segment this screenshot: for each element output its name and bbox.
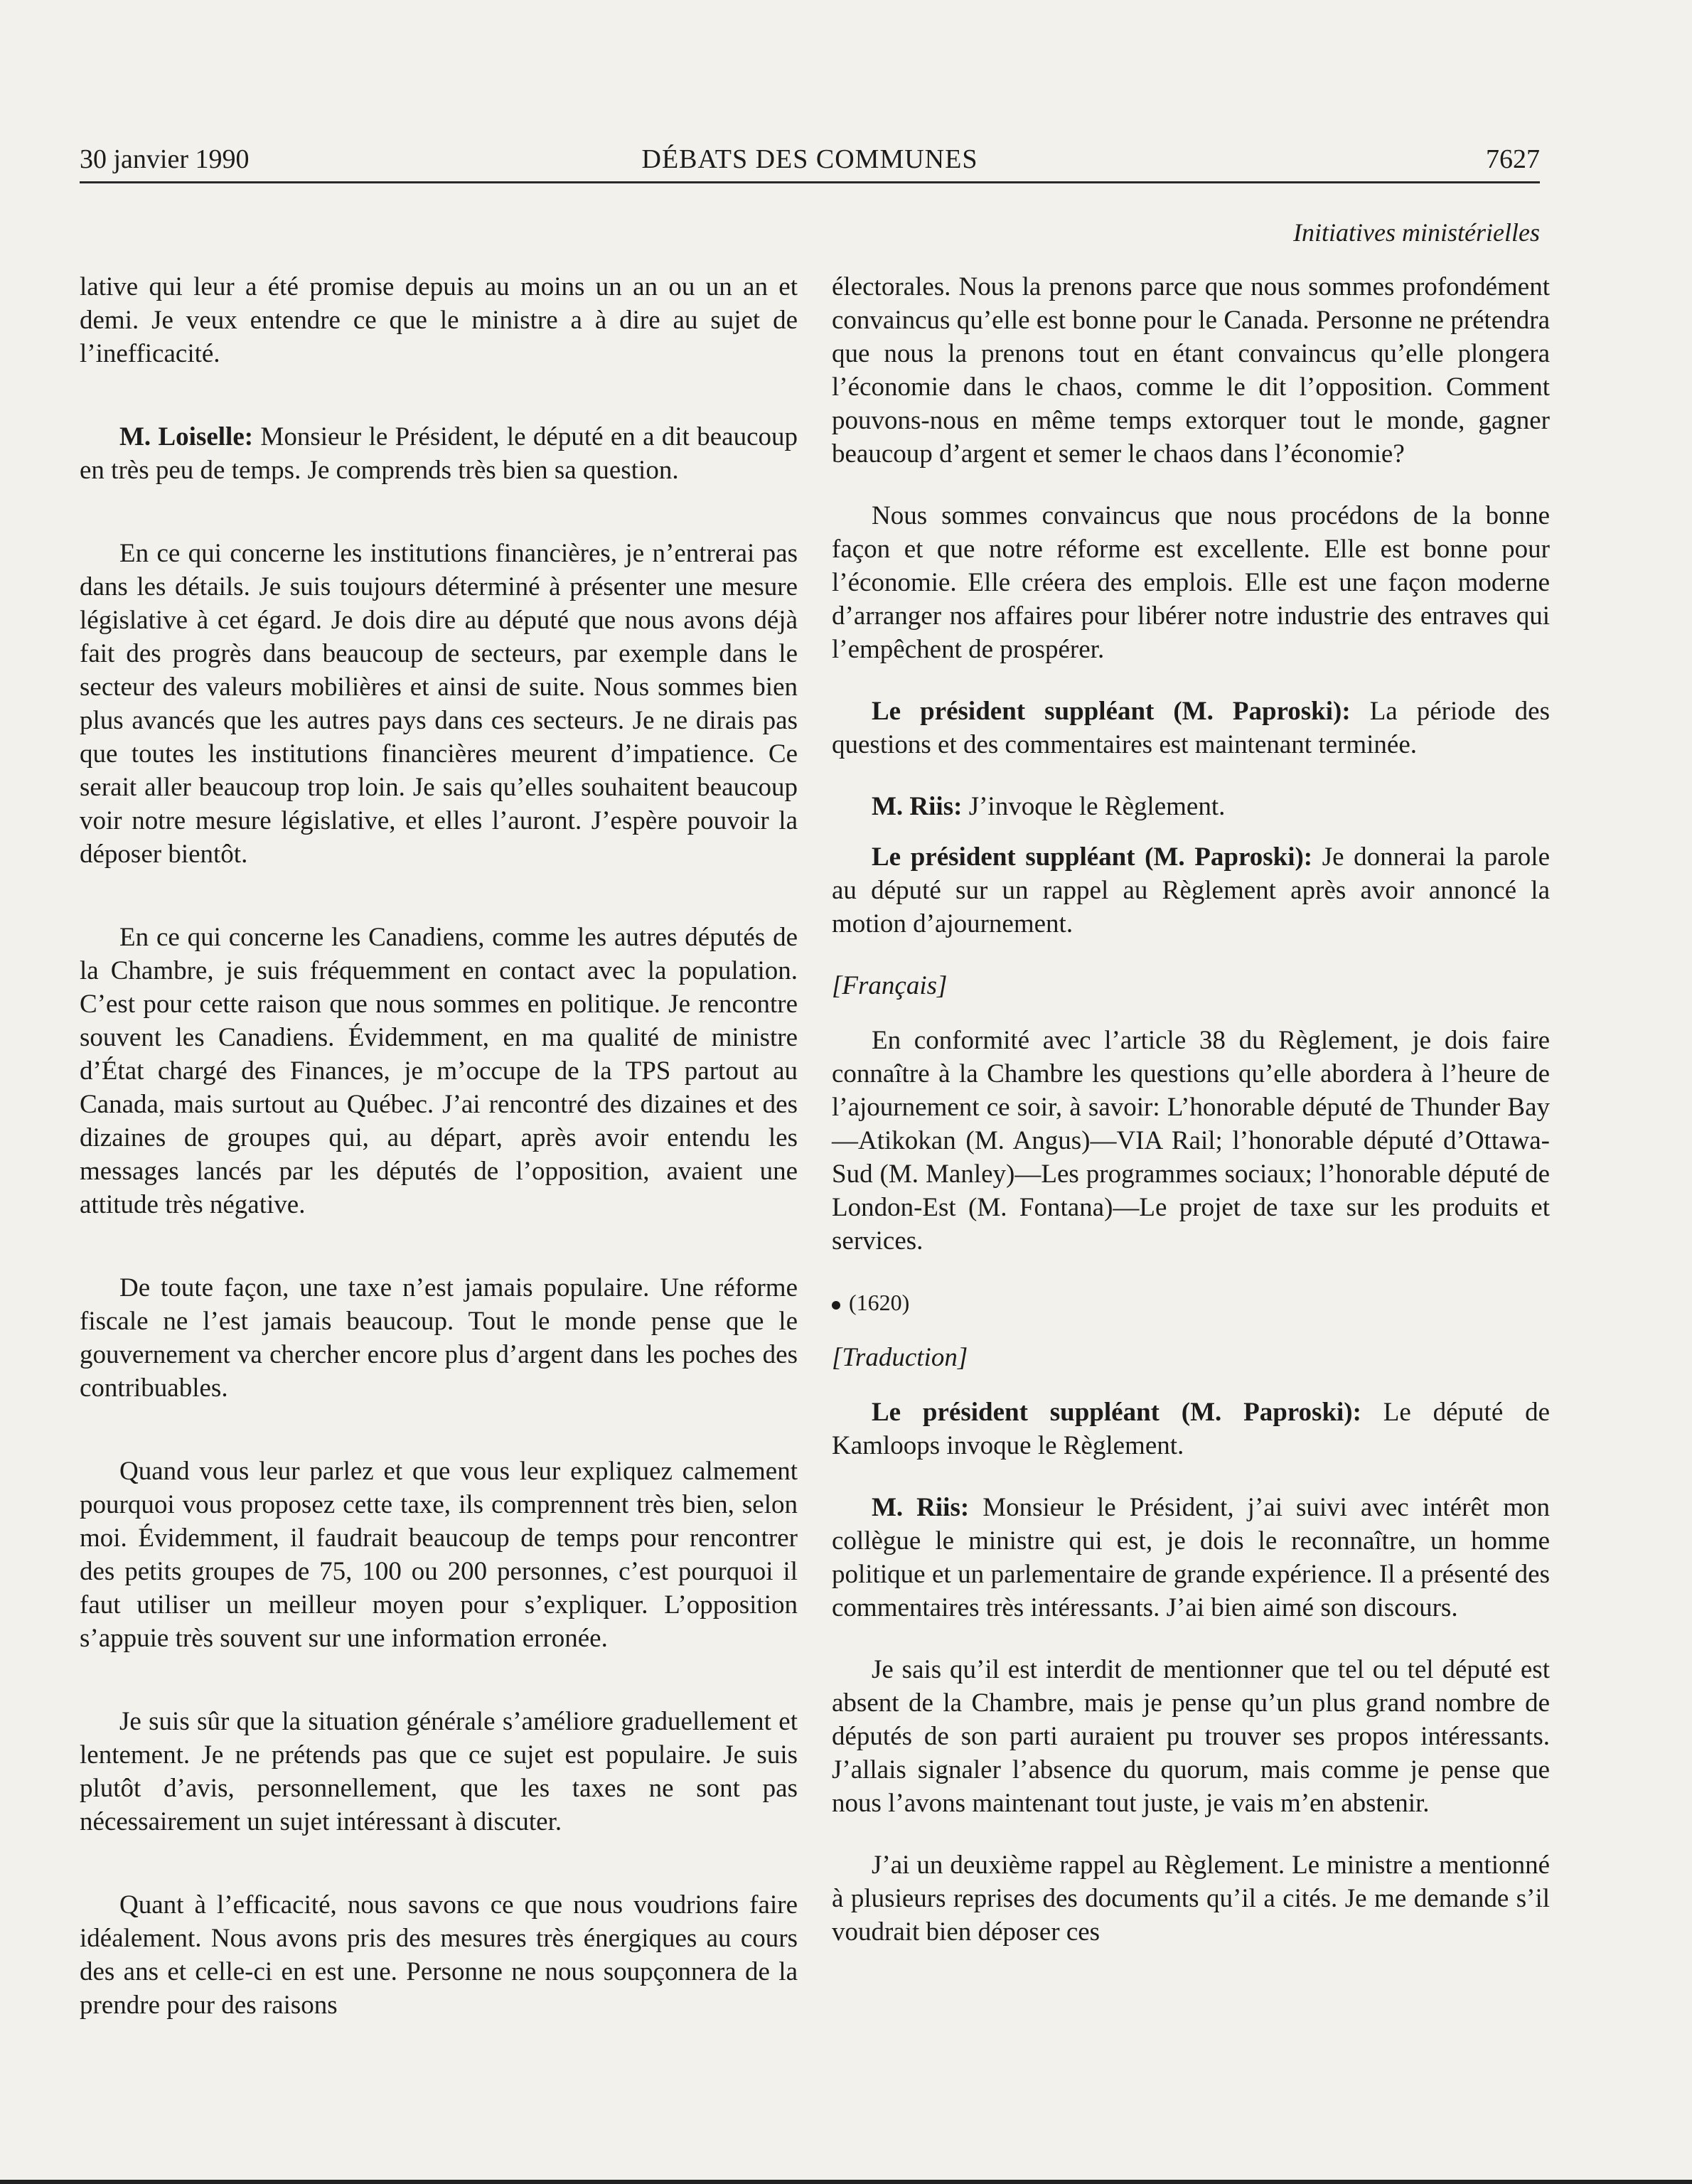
header-date: 30 janvier 1990 <box>80 144 250 174</box>
language-tag: [Traduction] <box>832 1343 968 1372</box>
paragraph <box>832 840 1550 941</box>
speech-text: J’invoque le Règlement. <box>962 792 1226 821</box>
paragraph <box>832 695 1550 761</box>
header-title: DÉBATS DES COMMUNES <box>641 144 978 174</box>
running-header <box>80 139 1540 179</box>
speech-text: Le député de Kamloops invoque le Règlement. <box>832 1398 1550 1460</box>
paragraph: Nous sommes convaincus que nous procédons de la bonne façon et que notre réforme est excellente. Elle est bonne pour l’économie. Elle créera des emplois. Elle est une façon moderne d’arranger nos affaires pour libérer notre industrie des entraves qui l’empêchent de prospérer. <box>832 501 1550 664</box>
speech-text: Je donnerai la parole au député sur un rappel au Règlement après avoir annoncé la motion d’ajournement. <box>832 842 1550 938</box>
right-column <box>832 270 1550 1977</box>
paragraph: En ce qui concerne les institutions financières, je n’entrerai pas dans les détails. Je suis toujours déterminé à présenter une mesure législative à cet égard. Je dois dire au député que nous avons déjà fait des progrès dans beaucoup de secteurs, par exemple dans le secteur des valeurs mobilières et ainsi de suite. Nous sommes bien plus avancés que les autres pays dans ces secteurs. Je ne dirais pas que toutes les institutions financières meurent d’impatience. Ce serait aller beaucoup trop loin. Je sais qu’elles souhaitent beaucoup voir notre mesure législative, et elles l’auront. J’espère pouvoir la déposer bientôt. <box>80 539 798 869</box>
paragraph <box>832 790 1550 823</box>
paragraph: Quant à l’efficacité, nous savons ce que nous voudrions faire idéalement. Nous avons pris des mesures très énergiques au cours des ans et celle-ci en est une. Personne ne nous soupçonnera de la prendre pour des raisons <box>80 1890 798 2020</box>
paragraph: Quand vous leur parlez et que vous leur expliquez calmement pourquoi vous proposez cette taxe, ils comprennent très bien, selon moi. Évidemment, il faudrait beaucoup de temps pour rencontrer des petits groupes de 75, 100 ou 200 personnes, c’est pourquoi il faut utiliser un meilleur moyen pour s’expliquer. L’opposition s’appuie très souvent sur une information erronée. <box>80 1457 798 1653</box>
speech-text: Monsieur le Président, j’ai suivi avec intérêt mon collègue le ministre qui est, je dois le reconnaître, un homme politique et un parlementaire de grande expérience. Il a présenté des commentaires très intéressants. J’ai bien aimé son discours. <box>832 1493 1550 1622</box>
speech-text: La période des questions et des commentaires est maintenant terminée. <box>832 697 1550 759</box>
paragraph: électorales. Nous la prenons parce que nous sommes profondément convaincus qu’elle est bonne pour le Canada. Personne ne prétendra que nous la prenons tout en étant convaincus qu’elle plongera l’économie dans le chaos, comme le dit l’opposition. Comment pouvons-nous en même temps extorquer tout le monde, gagner beaucoup d’argent et semer le chaos dans l’économie? <box>832 272 1550 469</box>
paragraph: J’ai un deuxième rappel au Règlement. Le ministre a mentionné à plusieurs reprises des documents qu’il a cités. Je me demande s’il voudrait bien déposer ces <box>832 1851 1550 1947</box>
bullet-icon <box>832 1301 840 1310</box>
paragraph <box>80 420 798 487</box>
paragraph: En conformité avec l’article 38 du Règlement, je dois faire connaître à la Chambre les questions qu’elle abordera à l’heure de l’ajournement ce soir, à savoir: L’honorable député de Thunder Bay—Atikokan (M. Angus)—VIA Rail; l’honorable député d’Ottawa-Sud (M. Manley)—Les programmes sociaux; l’honorable député de London-Est (M. Fontana)—Le projet de taxe sur les produits et services. <box>832 1026 1550 1256</box>
speaker-name: Le président suppléant (M. Paproski): <box>872 842 1313 872</box>
header-rule <box>80 181 1540 183</box>
paragraph: De toute façon, une taxe n’est jamais populaire. Une réforme fiscale ne l’est jamais beaucoup. Tout le monde pense que le gouvernement va chercher encore plus d’argent dans les poches des contribuables. <box>80 1273 798 1403</box>
speaker-name: M. Riis: <box>872 1493 970 1522</box>
speech-text: Monsieur le Président, le député en a dit beaucoup en très peu de temps. Je comprends très bien sa question. <box>80 422 798 485</box>
paragraph <box>832 1491 1550 1624</box>
speaker-name: Le président suppléant (M. Paproski): <box>872 697 1351 726</box>
paragraph <box>832 1396 1550 1462</box>
left-column <box>80 270 798 2072</box>
page-number: 7627 <box>1486 144 1540 174</box>
language-tag: [Français] <box>832 971 948 1000</box>
time-stamp-text: (1620) <box>849 1290 910 1315</box>
paragraph: lative qui leur a été promise depuis au moins un an ou un an et demi. Je veux entendre ce que le ministre a à dire au sujet de l’inefficacité. <box>80 272 798 368</box>
paragraph: En ce qui concerne les Canadiens, comme les autres députés de la Chambre, je suis fréquemment en contact avec la population. C’est pour cette raison que nous sommes en politique. Je rencontre souvent les Canadiens. Évidemment, en ma qualité de ministre d’État chargé des Finances, je m’occupe de la TPS partout au Canada, mais surtout au Québec. J’ai rencontré des dizaines et des dizaines de groupes qui, au départ, après avoir entendu les messages lancés par les députés de l’opposition, avaient une attitude très négative. <box>80 923 798 1219</box>
speaker-name: M. Riis: <box>872 792 963 821</box>
section-label: Initiatives ministérielles <box>1293 218 1540 247</box>
speaker-name: Le président suppléant (M. Paproski): <box>872 1398 1361 1427</box>
paragraph: Je sais qu’il est interdit de mentionner que tel ou tel député est absent de la Chambre, mais je pense qu’un plus grand nombre de députés de son parti auraient pu trouver ses propos intéressants. J’allais signaler l’absence du quorum, mais comme je pense que nous l’avons maintenant tout juste, je vais m’en abstenir. <box>832 1655 1550 1818</box>
speaker-name: M. Loiselle: <box>119 422 254 451</box>
page-bottom-edge <box>0 2180 1692 2184</box>
time-stamp <box>832 1286 1550 1320</box>
paragraph: Je suis sûr que la situation générale s’améliore graduellement et lentement. Je ne prétends pas que ce sujet est populaire. Je suis plutôt d’avis, personnellement, que les taxes ne sont pas nécessairement un sujet intéressant à discuter. <box>80 1707 798 1836</box>
